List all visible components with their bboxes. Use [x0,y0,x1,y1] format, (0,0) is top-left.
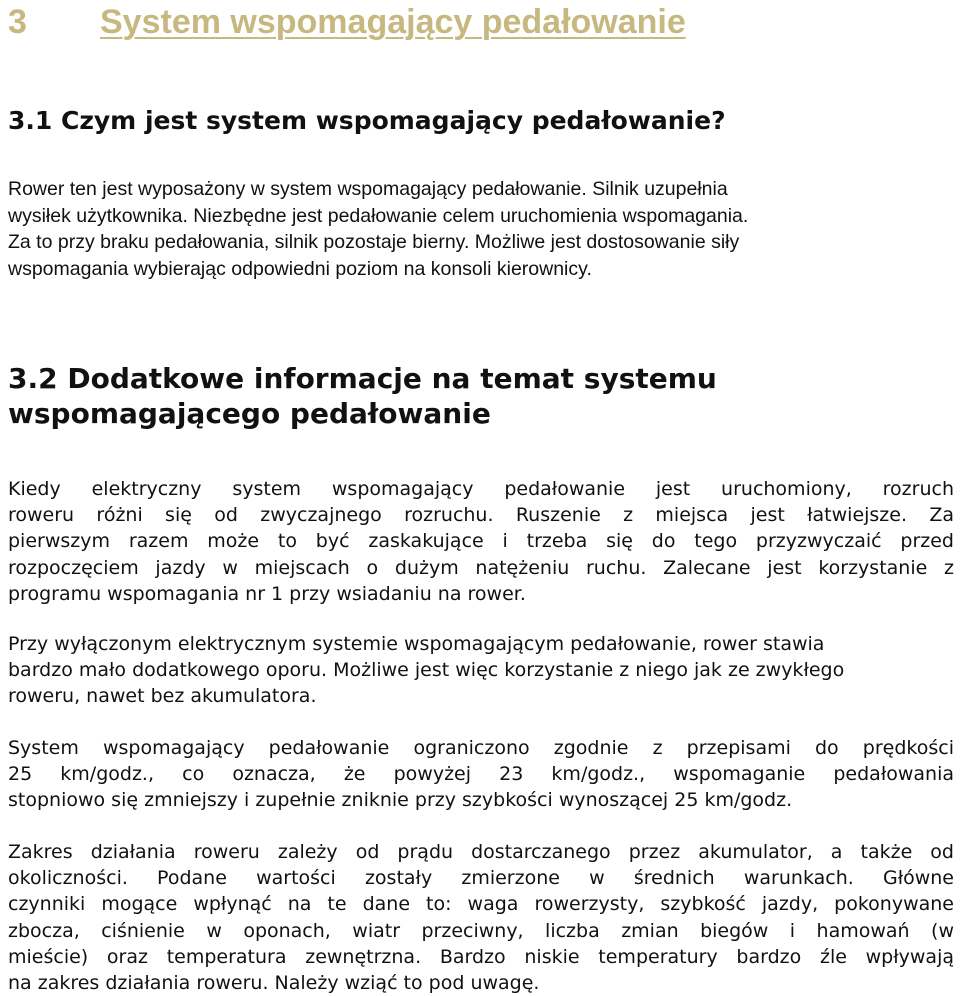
text-line: System wspomagający pedałowanie ograniczono zgodnie z przepisami do prędkości [8,737,954,759]
text-line: rozpoczęciem jazdy w miejscach o dużym natężeniu ruchu. Zalecane jest korzystanie z [8,556,954,579]
heading-line: 3.2 Dodatkowe informacje na temat systemu [8,362,717,395]
text-line: Za to przy braku pedałowania, silnik pozostaje bierny. Możliwe jest dostosowanie siły [8,231,740,253]
text-line: wspomagania wybierając odpowiedni poziom na konsoli kierownicy. [8,257,592,280]
section-title: System wspomagający pedałowanie [100,3,686,41]
text-line: bardzo mało dodatkowego oporu. Możliwe jest więc korzystanie z niego jak ze zwykłego [8,659,845,682]
heading-line: wspomagającego pedałowanie [8,397,491,430]
paragraph-startup [8,476,954,607]
text-line: 25 km/godz., co oznacza, że powyżej 23 km/godz., wspomaganie pedałowania [8,763,954,786]
text-line: okoliczności. Podane wartości zostały zmierzone w średnich warunkach. Główne [8,867,954,890]
section-heading [8,2,686,42]
subsection-heading-3-2 [8,361,717,431]
text-line: pierwszym razem może to być zaskakujące i trzeba się do tego przyzwyczaić przed [8,530,954,553]
paragraph-range [8,839,954,996]
paragraph-disabled-system [8,631,954,710]
text-line: Przy wyłączonym elektrycznym systemie wspomagającym pedałowanie, rower stawia [8,633,825,655]
section-number: 3 [8,3,27,41]
text-line: zbocza, ciśnienie w oponach, wiatr przeciwny, liczba zmian biegów i hamowań (w [8,919,954,942]
text-line: mieście) oraz temperatura zewnętrzna. Bardzo niskie temperatury bardzo źle wpływają [8,945,954,968]
text-line: na zakres działania roweru. Należy wziąć to pod uwagę. [8,972,540,995]
text-line: roweru różni się od zwyczajnego rozruchu. Ruszenie z miejsca jest łatwiejsze. Za [8,504,954,527]
text-line: stopniowo się zmniejszy i zupełnie zniknie przy szybkości wynoszącej 25 km/godz. [8,789,793,812]
text-line: Zakres działania roweru zależy od prądu dostarczanego przez akumulator, a także od [8,841,954,863]
text-line: programu wspomagania nr 1 przy wsiadaniu na rower. [8,582,526,605]
intro-paragraph [8,176,908,282]
text-line: wysiłek użytkownika. Niezbędne jest pedałowanie celem uruchomienia wspomagania. [8,204,749,227]
text-line: roweru, nawet bez akumulatora. [8,685,317,708]
text-line: Rower ten jest wyposażony w system wspomagający pedałowanie. Silnik uzupełnia [8,178,728,200]
text-line: czynniki mogące wpłynąć na te dane to: waga rowerzysty, szybkość jazdy, pokonywane [8,893,954,916]
paragraph-speed-limit [8,735,954,814]
subsection-heading-3-1: 3.1 Czym jest system wspomagający pedałowanie? [8,106,726,135]
text-line: Kiedy elektryczny system wspomagający pedałowanie jest uruchomiony, rozruch [8,478,954,500]
